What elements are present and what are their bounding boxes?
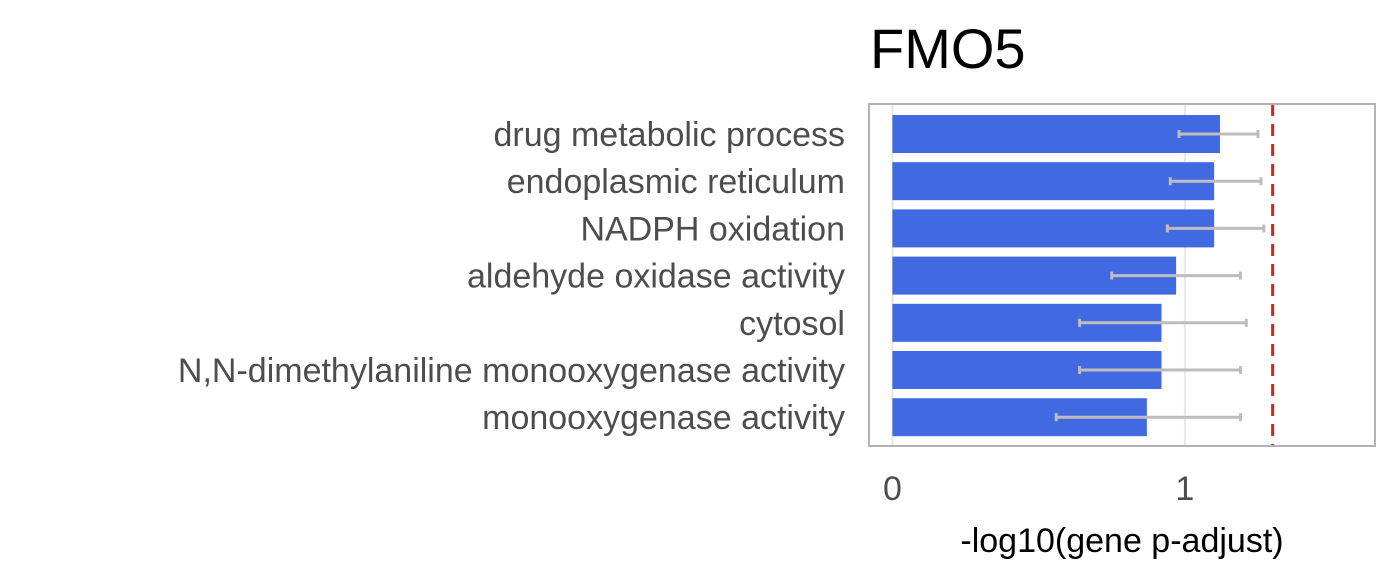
chart-title: FMO5: [870, 17, 1026, 80]
category-label-3: aldehyde oxidase activity: [466, 257, 845, 296]
bar-1: [892, 162, 1214, 200]
category-label-5: N,N-dimethylaniline monooxygenase activity: [177, 352, 845, 390]
category-label-1: endoplasmic reticulum: [506, 163, 845, 202]
category-label-0: drug metabolic process: [493, 116, 845, 154]
x-axis-ticks: [883, 470, 1194, 508]
category-label-4: cytosol: [739, 304, 845, 343]
category-labels: [178, 116, 845, 437]
category-label-2: NADPH oxidation: [580, 210, 845, 249]
bar-0: [892, 115, 1220, 153]
x-tick-label-0: 0: [882, 470, 902, 508]
x-axis-title: -log10(gene p-adjust): [960, 522, 1284, 560]
x-tick-label-1: 1: [1175, 470, 1195, 508]
category-label-6: monooxygenase activity: [482, 399, 845, 438]
